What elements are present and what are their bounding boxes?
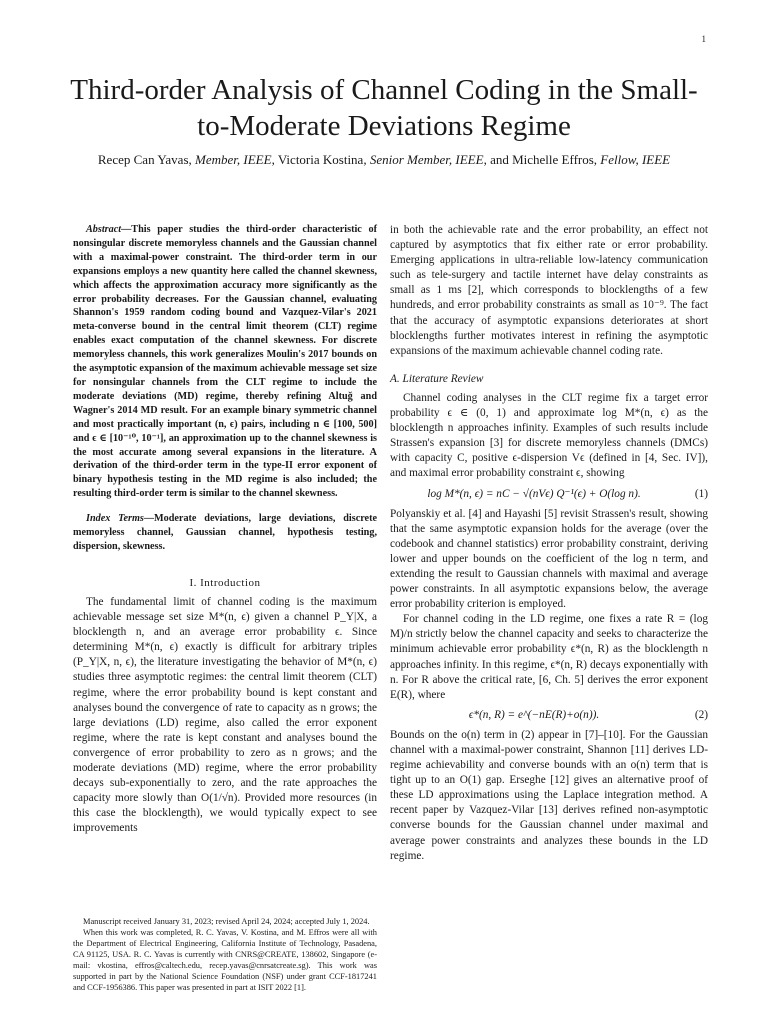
author-role: Fellow, IEEE [600, 152, 671, 167]
author-role: Member, IEEE [195, 152, 272, 167]
footnote-paragraph: Manuscript received January 31, 2023; revised April 24, 2024; accepted July 1, 2024. [83, 917, 370, 926]
equation-expression: ϵ*(n, R) = e^(−nE(R)+o(n)). [468, 708, 600, 721]
author-line [40, 151, 728, 168]
equation-1 [390, 487, 708, 502]
footnote [73, 916, 377, 993]
author-name: , and Michelle Effros, [483, 152, 601, 167]
equation-2 [390, 708, 708, 723]
literature-paragraph: For channel coding in the LD regime, one fixes a rate R = (log M)/n strictly below the channel capacity and seeks to characterize the minimum achievable error probability ϵ*(n, R) as the blocklength n approaches infinity. In this regime, ϵ*(n, R) decays exponentially with n. For R above the critical rate, [6, Ch. 5] derives the error exponent E(R), where [390, 613, 708, 701]
subsection-heading: A. Literature Review [390, 372, 484, 385]
literature-paragraph: Polyanskiy et al. [4] and Hayashi [5] revisit Strassen's result, showing that the same asymptotic expansion holds for the average (over the codebook and channel statistics) error probability constraint, deriving lower and upper bounds on the coefficient of the log n term, and extending the result to Gaussian channels with maximal and average power constraints. In all asymptotic expansions below, the average error probability criterion is employed. [390, 507, 708, 611]
abstract-text: —This paper studies the third-order characteristic of nonsingular discrete memoryless channels and the Gaussian channel with a maximal-power constraint. The third-order term in our expansions employs a new quantity here called the channel skewness, which affects the approximation accuracy more significantly as the error probability decreases. For the Gaussian channel, evaluating Shannon's 1959 random coding bound and Vazquez-Vilar's 2021 meta-converse bound in the central limit theorem (CLT) regime enables exact computation of the channel skewness. For discrete memoryless channels, this work generalizes Moulin's 2017 bounds on the asymptotic expansion of the maximum achievable message set size for nonsingular channels from the CLT regime to include the moderate deviations (MD) regime, thereby refining Altuğ and Wagner's 2014 MD result. For an example binary symmetric channel and most practically important (n, ϵ) pairs, including n ∈ [100, 500] and ϵ ∈ [10⁻¹⁰, 10⁻¹], an approximation up to the channel skewness is the most accurate among several expansions in the literature. A derivation of the third-order term in the type-II error exponent of binary hypothesis testing in the MD regime is also included; the resulting third-order term is similar to the channel skewness. [73, 224, 377, 500]
footnote-paragraph: When this work was completed, R. C. Yavas, V. Kostina, and M. Effros were all with the Department of Electrical Engineering, California Institute of Technology, Pasadena, CA 91125, USA. R. C. Yavas is currently with CNRS@CREATE, 138602, Singapore (e-mail: vkostina, effros@caltech.edu, recep.yavas@cnrsatcreate.sg). This work was supported in part by the National Science Foundation (NSF) under grant CCF-1817241 and CCF-1956386. This paper was presented in part at ISIT 2022 [1]. [73, 928, 377, 992]
intro-paragraph: The fundamental limit of channel coding is the maximum achievable message set size M*(n, ϵ) given a channel P_Y|X, a blocklength n, and an average error probability ϵ. Since determining M*(n, ϵ) exactly is difficult for arbitrary triples (P_Y|X, n, ϵ), the literature investigating the behavior of M*(n, ϵ) studies three asymptotic regimes: the central limit theorem (CLT) regime, where the error probability bound is kept constant and analyses bound the convergence of rate to capacity as n grows; the large deviations (LD) regime, also called the error exponent regime, where the rate is kept constant and analyses bound the convergence of error probability to zero as n grows; and the moderate deviations (MD) regime, where the error probability decays sub-exponentially to zero, and the rate approaches the capacity more slowly than O(1/√n). Provided more resources (in this case the blocklength), we would typically expect to see improvements [73, 595, 377, 835]
left-column [73, 223, 377, 836]
index-terms-lead: Index Terms [86, 513, 144, 525]
index-terms-text: —Moderate deviations, large deviations, discrete memoryless channel, Gaussian channel, hypothesis testing, dispersion, skewness. [73, 513, 377, 552]
author-role: Senior Member, IEEE [369, 152, 484, 167]
abstract-lead: Abstract [86, 224, 122, 235]
index-terms [73, 512, 377, 554]
author-name: Recep Can Yavas, [97, 152, 196, 167]
literature-paragraph: Bounds on the o(n) term in (2) appear in [7]–[10]. For the Gaussian channel with a maximal-power constraint, Shannon [11] derives LD-regime achievability and converse bounds with an o(n) term that is tight up to an O(1) gap. Erseghe [12] gives an alternative proof of these LD approximations using the Laplace integration method. A recent paper by Vazquez-Vilar [13] derives refined non-asymptotic converse bounds for the Gaussian channel under maximal and average power constraints and analyzes these bounds in the LD regime. [390, 728, 708, 862]
abstract [73, 223, 377, 501]
author-name: , Victoria Kostina, [271, 152, 370, 167]
paper-title: Third-order Analysis of Channel Coding in the Small-to-Moderate Deviations Regime [70, 74, 698, 142]
page-number: 1 [701, 34, 706, 44]
literature-paragraph: Channel coding analyses in the CLT regime fix a target error probability ϵ ∈ (0, 1) and approximate log M*(n, ϵ) as the blocklength n approaches infinity. Examples of such results include Strassen's expansion [3] for discrete memoryless channels (DMCs) with capacity C, positive ϵ-dispersion Vϵ (defined in [4, Sec. IV]), and maximal error probability constraint ϵ, showing [390, 391, 708, 480]
equation-number: (2) [694, 708, 708, 721]
intro-continuation: in both the achievable rate and the error probability, an effect not captured by asymptotics that fix either rate or error probability. Emerging applications in ultra-reliable low-latency communication such as tele-surgery and tactile internet have delay constraints as small as 1 ms [2], which corresponds to blocklengths of a few hundreds, and error probability constraints as small as 10⁻⁹. The fact that the accuracy of asymptotic expansions deteriorates at short blocklengths further motivates interest in refining the asymptotic expansions of the maximum achievable channel coding rate. [390, 224, 708, 357]
equation-expression: log M*(n, ϵ) = nC − √(nVϵ) Q⁻¹(ϵ) + O(log n). [427, 487, 641, 500]
right-column [390, 223, 708, 864]
section-heading: I. Introduction [189, 576, 261, 589]
equation-number: (1) [694, 487, 708, 500]
